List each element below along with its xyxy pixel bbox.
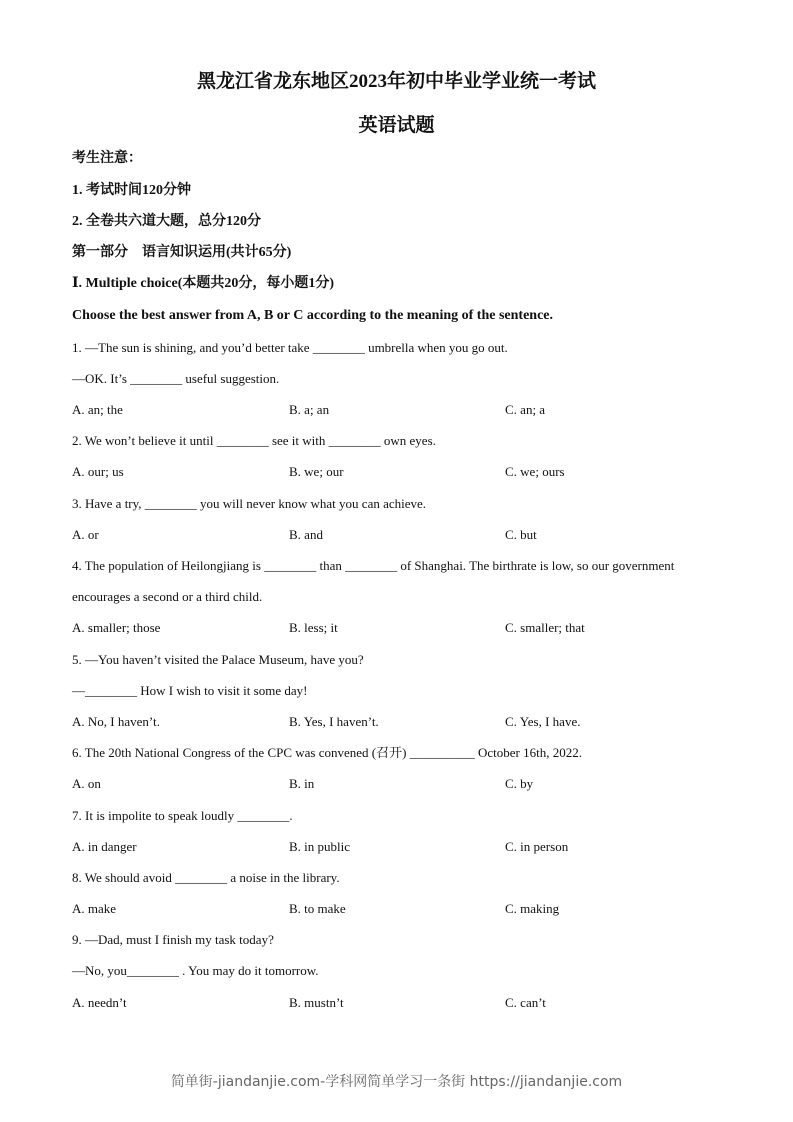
question-3-line-1: 3. Have a try, ________ you will never know what you can achieve. — [72, 496, 427, 511]
question-2-line-1: 2. We won’t believe it until ________ see it with ________ own eyes. — [72, 433, 436, 448]
question-6-option-b: B. in — [289, 776, 315, 791]
instruction: Choose the best answer from A, B or C according to the meaning of the sentence. — [72, 308, 554, 323]
question-4-option-a: A. smaller; those — [72, 620, 161, 635]
question-7-option-c: C. in person — [505, 839, 569, 854]
question-1-option-b: B. a; an — [289, 402, 330, 417]
question-4-option-c: C. smaller; that — [505, 620, 585, 635]
question-9-line-2: —No, you________ . You may do it tomorrow. — [72, 963, 319, 978]
note-total: 2. 全卷共六道大题，总分120分 — [72, 214, 261, 229]
question-4-option-b: B. less; it — [289, 620, 338, 635]
question-3-option-b: B. and — [289, 527, 323, 542]
section-heading: Ⅰ. Multiple choice(本题共20分，每小题1分) — [72, 276, 335, 291]
question-2-option-a: A. our; us — [72, 464, 124, 479]
question-5-line-1: 5. —You haven’t visited the Palace Museum, have you? — [72, 652, 364, 667]
question-1-option-c: C. an; a — [505, 402, 546, 417]
question-8-option-b: B. to make — [289, 901, 346, 916]
question-1-option-a: A. an; the — [72, 402, 123, 417]
note-time: 1. 考试时间120分钟 — [72, 183, 191, 198]
question-7-option-a: A. in danger — [72, 839, 137, 854]
question-6-option-c: C. by — [505, 776, 534, 791]
question-3-option-c: C. but — [505, 527, 537, 542]
footer-watermark: 简单街-jiandanjie.com-学科网简单学习一条街 https://jiandanjie.com — [170, 1074, 623, 1090]
part-one-heading: 第一部分 语言知识运用(共计65分) — [72, 245, 292, 260]
question-9-option-c: C. can’t — [505, 995, 546, 1010]
question-9-option-b: B. mustn’t — [289, 995, 344, 1010]
question-9-line-1: 9. —Dad, must I finish my task today? — [72, 932, 274, 947]
question-3-option-a: A. or — [72, 527, 99, 542]
question-6-option-a: A. on — [72, 776, 101, 791]
exam-subtitle: 英语试题 — [358, 115, 435, 136]
question-5-line-2: —________ How I wish to visit it some day! — [72, 683, 308, 698]
question-9-option-a: A. needn’t — [72, 995, 127, 1010]
question-5-option-a: A. No, I haven’t. — [72, 714, 160, 729]
question-5-option-b: B. Yes, I haven’t. — [289, 714, 379, 729]
question-4-line-1: 4. The population of Heilongjiang is ________ than ________ of Shanghai. The birthrate is low, so our government — [72, 558, 675, 573]
question-8-option-c: C. making — [505, 901, 560, 916]
question-7-option-b: B. in public — [289, 839, 351, 854]
question-6-line-1: 6. The 20th National Congress of the CPC was convened (召开) __________ October 16th, 2022. — [72, 745, 582, 760]
question-2-option-b: B. we; our — [289, 464, 344, 479]
question-4-line-2: encourages a second or a third child. — [72, 589, 263, 604]
question-5-option-c: C. Yes, I have. — [505, 714, 581, 729]
question-7-line-1: 7. It is impolite to speak loudly ________. — [72, 808, 293, 823]
question-1-line-2: —OK. It’s ________ useful suggestion. — [72, 371, 280, 386]
notes-heading: 考生注意： — [72, 151, 142, 166]
question-2-option-c: C. we; ours — [505, 464, 565, 479]
exam-title: 黑龙江省龙东地区2023年初中毕业学业统一考试 — [196, 71, 596, 92]
question-8-line-1: 8. We should avoid ________ a noise in the library. — [72, 870, 340, 885]
question-8-option-a: A. make — [72, 901, 117, 916]
question-1-line-1: 1. —The sun is shining, and you’d better take ________ umbrella when you go out. — [72, 340, 508, 355]
